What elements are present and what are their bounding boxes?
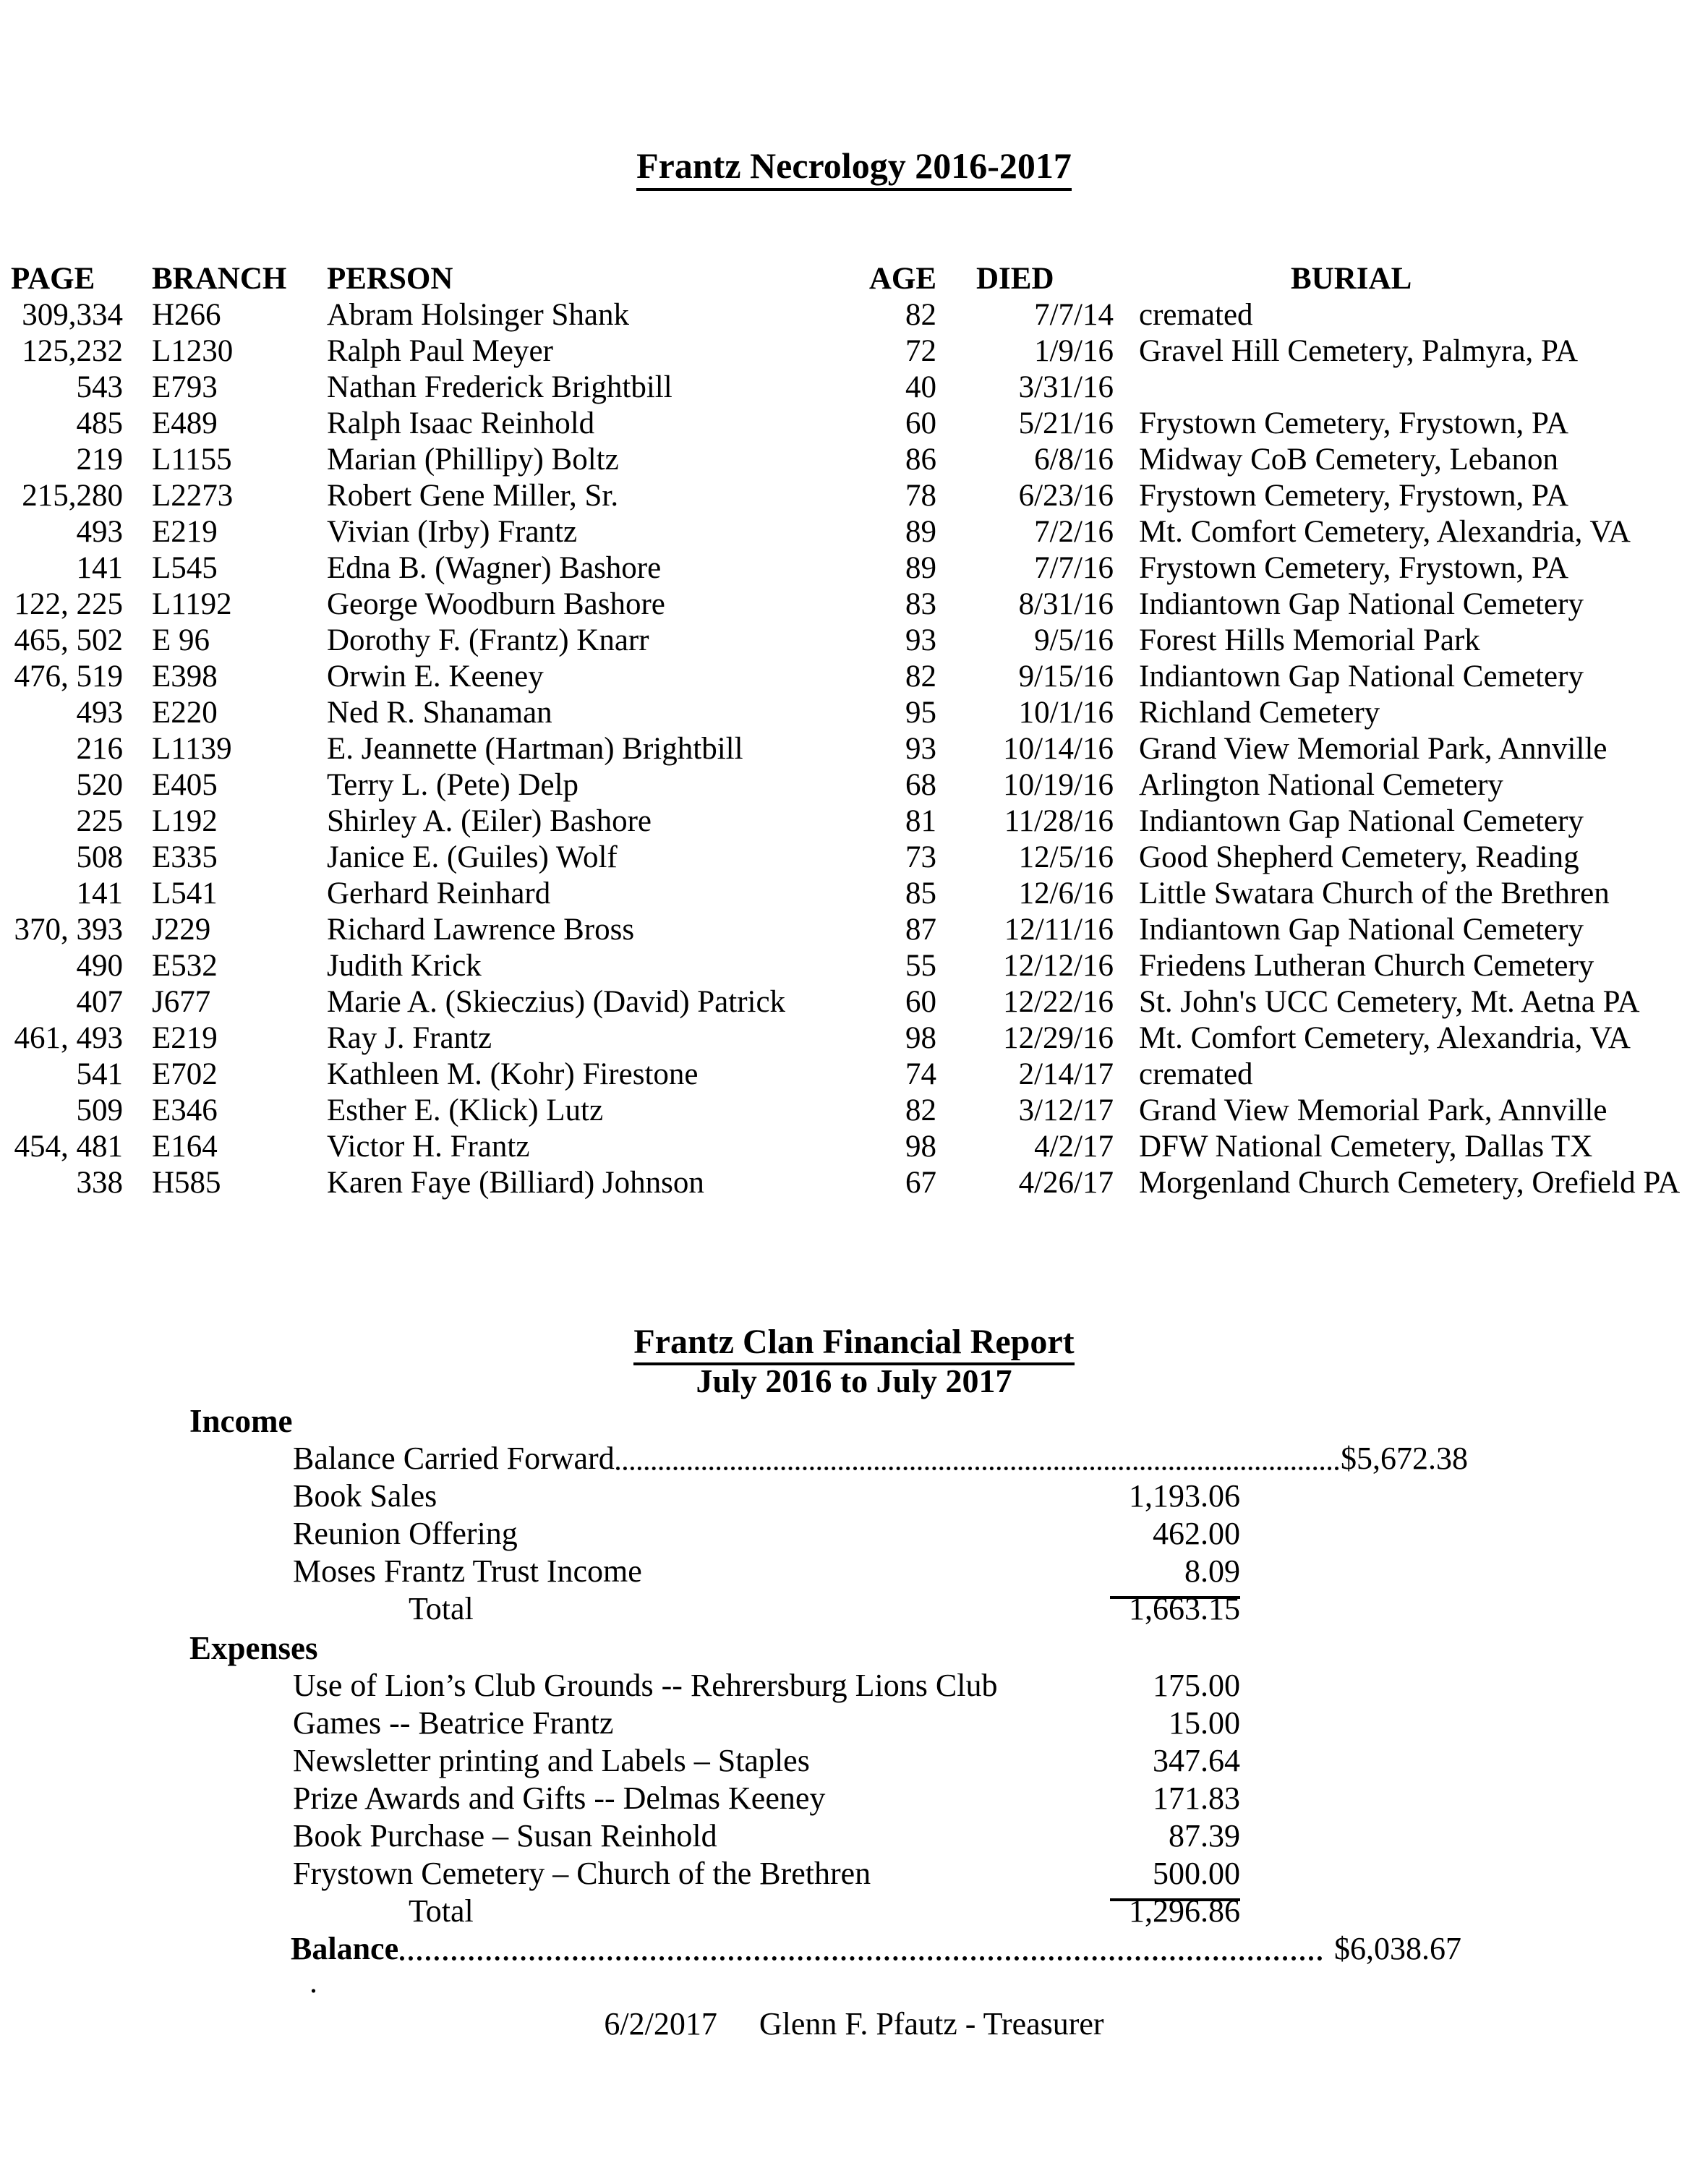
cell-branch: E405 bbox=[152, 768, 218, 802]
cell-person: Ray J. Frantz bbox=[327, 1021, 492, 1055]
cell-branch: E335 bbox=[152, 840, 218, 874]
finance-line-item bbox=[293, 1667, 1708, 1705]
cell-burial: Good Shepherd Cemetery, Reading bbox=[1139, 840, 1579, 874]
expenses-total-line bbox=[293, 1893, 1708, 1930]
cell-age: 95 bbox=[905, 696, 936, 730]
cell-person: Abram Holsinger Shank bbox=[327, 298, 629, 332]
cell-page: 216 bbox=[76, 732, 123, 766]
finance-item-label: Moses Frantz Trust Income bbox=[293, 1553, 642, 1589]
cell-branch: E532 bbox=[152, 949, 218, 983]
cell-branch: L545 bbox=[152, 551, 218, 585]
cell-page: 338 bbox=[76, 1166, 123, 1200]
cell-burial: DFW National Cemetery, Dallas TX bbox=[1139, 1130, 1593, 1164]
cell-branch: H585 bbox=[152, 1166, 221, 1200]
cell-age: 60 bbox=[905, 406, 936, 440]
cell-died: 11/28/16 bbox=[1004, 804, 1114, 838]
cell-page: 141 bbox=[76, 876, 123, 910]
cell-burial: Morgenland Church Cemetery, Orefield PA bbox=[1139, 1166, 1681, 1200]
finance-item-amount: 171.83 bbox=[1153, 1780, 1240, 1816]
cell-branch: L1230 bbox=[152, 334, 234, 368]
cell-burial: Midway CoB Cemetery, Lebanon bbox=[1139, 443, 1558, 477]
financial-report-title bbox=[0, 1323, 1708, 1362]
necrology-table bbox=[11, 261, 1697, 1201]
cell-age: 86 bbox=[905, 443, 936, 477]
cell-person: Shirley A. (Eiler) Bashore bbox=[327, 804, 652, 838]
cell-died: 3/12/17 bbox=[1018, 1093, 1114, 1127]
cell-died: 4/26/17 bbox=[1018, 1166, 1114, 1200]
cell-died: 5/21/16 bbox=[1018, 406, 1114, 440]
cell-died: 6/23/16 bbox=[1018, 479, 1114, 513]
cell-died: 10/1/16 bbox=[1018, 696, 1114, 730]
table-row bbox=[11, 1093, 1697, 1129]
column-header-burial: BURIAL bbox=[1291, 262, 1412, 296]
cell-burial: Indiantown Gap National Cemetery bbox=[1139, 804, 1584, 838]
finance-item-label: Book Sales bbox=[293, 1478, 437, 1514]
table-row bbox=[11, 478, 1697, 514]
cell-age: 89 bbox=[905, 515, 936, 549]
report-footer bbox=[0, 2005, 1708, 2043]
column-header-branch: BRANCH bbox=[152, 262, 287, 296]
finance-item-amount: 500.00 bbox=[1110, 1855, 1240, 1901]
balance-amount: $6,038.67 bbox=[1334, 1931, 1461, 1966]
cell-branch: L1155 bbox=[152, 443, 232, 477]
cell-age: 93 bbox=[905, 732, 936, 766]
cell-died: 2/14/17 bbox=[1018, 1057, 1114, 1091]
cell-person: Edna B. (Wagner) Bashore bbox=[327, 551, 662, 585]
cell-page: 490 bbox=[76, 949, 123, 983]
income-total-label: Total bbox=[409, 1591, 474, 1626]
stray-period: . bbox=[309, 1964, 317, 2000]
cell-branch: H266 bbox=[152, 298, 221, 332]
column-header-died: DIED bbox=[976, 262, 1054, 296]
table-row bbox=[11, 406, 1697, 442]
necrology-rows bbox=[11, 297, 1697, 1201]
cell-branch: E164 bbox=[152, 1130, 218, 1164]
cell-burial: Friedens Lutheran Church Cemetery bbox=[1139, 949, 1594, 983]
cell-page: 141 bbox=[76, 551, 123, 585]
cell-person: Kathleen M. (Kohr) Firestone bbox=[327, 1057, 699, 1091]
cell-page: 219 bbox=[76, 443, 123, 477]
balance-label: Balance bbox=[291, 1931, 399, 1966]
finance-item-label: Newsletter printing and Labels – Staples bbox=[293, 1743, 810, 1778]
cell-branch: E220 bbox=[152, 696, 218, 730]
cell-age: 73 bbox=[905, 840, 936, 874]
cell-branch: L192 bbox=[152, 804, 218, 838]
cell-burial: Richland Cemetery bbox=[1139, 696, 1380, 730]
finance-item-amount: 175.00 bbox=[1153, 1668, 1240, 1703]
cell-branch: L2273 bbox=[152, 479, 234, 513]
cell-person: Orwin E. Keeney bbox=[327, 660, 544, 694]
cell-died: 6/8/16 bbox=[1034, 443, 1114, 477]
table-row bbox=[11, 623, 1697, 659]
cell-burial: Little Swatara Church of the Brethren bbox=[1139, 876, 1610, 910]
finance-line-item bbox=[293, 1515, 1708, 1553]
table-row bbox=[11, 333, 1697, 370]
cell-burial: Mt. Comfort Cemetery, Alexandria, VA bbox=[1139, 515, 1631, 549]
table-row bbox=[11, 1020, 1697, 1057]
expenses-total-label: Total bbox=[409, 1893, 474, 1929]
finance-line-item bbox=[293, 1780, 1708, 1817]
cell-page: 454, 481 bbox=[14, 1130, 123, 1164]
cell-branch: E 96 bbox=[152, 623, 210, 657]
table-row bbox=[11, 370, 1697, 406]
finance-item-label: Book Purchase – Susan Reinhold bbox=[293, 1818, 717, 1854]
cell-page: 370, 393 bbox=[14, 913, 123, 947]
cell-branch: L1192 bbox=[152, 587, 232, 621]
income-section-label: Income bbox=[189, 1403, 293, 1439]
cell-age: 89 bbox=[905, 551, 936, 585]
cell-person: Dorothy F. (Frantz) Knarr bbox=[327, 623, 649, 657]
finance-line-item bbox=[293, 1477, 1708, 1515]
income-items bbox=[0, 1477, 1708, 1590]
table-row bbox=[11, 767, 1697, 803]
cell-branch: E346 bbox=[152, 1093, 218, 1127]
cell-person: Ned R. Shanaman bbox=[327, 696, 552, 730]
balance-carried-forward-line bbox=[293, 1440, 1468, 1477]
cell-burial bbox=[1114, 370, 1697, 406]
cell-person: Terry L. (Pete) Delp bbox=[327, 768, 579, 802]
cell-page: 465, 502 bbox=[14, 623, 123, 657]
table-row bbox=[11, 912, 1697, 948]
cell-age: 72 bbox=[905, 334, 936, 368]
finance-line-item bbox=[293, 1855, 1708, 1893]
income-total-line bbox=[293, 1590, 1708, 1628]
cell-burial: Grand View Memorial Park, Annville bbox=[1139, 1093, 1607, 1127]
cell-branch: J677 bbox=[152, 985, 211, 1019]
cell-person: Vivian (Irby) Frantz bbox=[327, 515, 578, 549]
cell-page: 493 bbox=[76, 696, 123, 730]
cell-page: 541 bbox=[76, 1057, 123, 1091]
cell-age: 78 bbox=[905, 479, 936, 513]
expense-items bbox=[0, 1667, 1708, 1893]
cell-person: Ralph Paul Meyer bbox=[327, 334, 553, 368]
cell-age: 82 bbox=[905, 660, 936, 694]
column-header-age: AGE bbox=[868, 262, 936, 296]
cell-page: 476, 519 bbox=[14, 660, 123, 694]
cell-page: 309,334 bbox=[22, 298, 123, 332]
expenses-section-label: Expenses bbox=[189, 1630, 318, 1666]
cell-burial: Frystown Cemetery, Frystown, PA bbox=[1139, 406, 1569, 440]
cell-burial: Indiantown Gap National Cemetery bbox=[1139, 660, 1584, 694]
finance-item-amount: 87.39 bbox=[1169, 1818, 1240, 1854]
cell-person: Marian (Phillipy) Boltz bbox=[327, 443, 619, 477]
cell-branch: E702 bbox=[152, 1057, 218, 1091]
income-total-amount: 1,663.15 bbox=[1129, 1591, 1240, 1626]
cell-burial: Mt. Comfort Cemetery, Alexandria, VA bbox=[1139, 1021, 1631, 1055]
finance-item-amount: 8.09 bbox=[1110, 1553, 1240, 1599]
dot-leader bbox=[400, 1956, 1323, 1961]
cell-person: Ralph Isaac Reinhold bbox=[327, 406, 595, 440]
cell-died: 7/2/16 bbox=[1034, 515, 1114, 549]
cell-died: 1/9/16 bbox=[1034, 334, 1114, 368]
cell-page: 508 bbox=[76, 840, 123, 874]
cell-died: 10/19/16 bbox=[1003, 768, 1114, 802]
cell-person: Robert Gene Miller, Sr. bbox=[327, 479, 619, 513]
document-page bbox=[0, 145, 1708, 2184]
table-row bbox=[11, 803, 1697, 840]
cell-page: 509 bbox=[76, 1093, 123, 1127]
cell-person: George Woodburn Bashore bbox=[327, 587, 665, 621]
table-row bbox=[11, 1057, 1697, 1093]
cell-burial: Grand View Memorial Park, Annville bbox=[1139, 732, 1607, 766]
cell-page: 407 bbox=[76, 985, 123, 1019]
cell-burial: St. John's UCC Cemetery, Mt. Aetna PA bbox=[1139, 985, 1640, 1019]
cell-age: 98 bbox=[905, 1021, 936, 1055]
cell-died: 7/7/14 bbox=[1034, 298, 1114, 332]
column-header-page: PAGE bbox=[11, 262, 95, 296]
cell-died: 7/7/16 bbox=[1034, 551, 1114, 585]
cell-person: Janice E. (Guiles) Wolf bbox=[327, 840, 618, 874]
cell-age: 60 bbox=[905, 985, 936, 1019]
table-row bbox=[11, 659, 1697, 695]
cell-died: 8/31/16 bbox=[1018, 587, 1114, 621]
financial-report-subtitle: July 2016 to July 2017 bbox=[696, 1362, 1012, 1399]
cell-age: 40 bbox=[905, 370, 936, 404]
table-row bbox=[11, 442, 1697, 478]
report-date: 6/2/2017 bbox=[604, 2006, 717, 2042]
cell-died: 12/5/16 bbox=[1018, 840, 1114, 874]
finance-line-item bbox=[293, 1742, 1708, 1780]
cell-person: Victor H. Frantz bbox=[327, 1130, 530, 1164]
expenses-total-amount: 1,296.86 bbox=[1129, 1893, 1240, 1929]
cell-page: 485 bbox=[76, 406, 123, 440]
finance-item-label: Games -- Beatrice Frantz bbox=[293, 1705, 614, 1741]
cell-person: Marie A. (Skieczius) (David) Patrick bbox=[327, 985, 786, 1019]
table-row bbox=[11, 948, 1697, 984]
cell-died: 3/31/16 bbox=[1018, 370, 1114, 404]
cell-age: 98 bbox=[905, 1130, 936, 1164]
finance-item-amount: 462.00 bbox=[1153, 1516, 1240, 1551]
cell-page: 125,232 bbox=[22, 334, 123, 368]
treasurer-signature: Glenn F. Pfautz - Treasurer bbox=[759, 2006, 1104, 2042]
cell-branch: E793 bbox=[152, 370, 218, 404]
cell-died: 12/6/16 bbox=[1018, 876, 1114, 910]
cell-burial: Arlington National Cemetery bbox=[1139, 768, 1503, 802]
cell-page: 493 bbox=[76, 515, 123, 549]
balance-carried-forward-label: Balance Carried Forward bbox=[293, 1441, 615, 1476]
necrology-title-text: Frantz Necrology 2016-2017 bbox=[636, 145, 1072, 191]
necrology-header-row bbox=[11, 261, 1697, 297]
column-header-person: PERSON bbox=[327, 262, 453, 296]
cell-age: 68 bbox=[905, 768, 936, 802]
cell-page: 122, 225 bbox=[14, 587, 123, 621]
cell-branch: L541 bbox=[152, 876, 218, 910]
cell-branch: E219 bbox=[152, 1021, 218, 1055]
balance-carried-forward-amount: $5,672.38 bbox=[1341, 1441, 1468, 1476]
table-row bbox=[11, 1129, 1697, 1165]
finance-line-item bbox=[293, 1817, 1708, 1855]
cell-died: 9/15/16 bbox=[1018, 660, 1114, 694]
cell-person: Judith Krick bbox=[327, 949, 482, 983]
finance-item-label: Reunion Offering bbox=[293, 1516, 518, 1551]
finance-item-amount: 15.00 bbox=[1169, 1705, 1240, 1741]
cell-branch: L1139 bbox=[152, 732, 232, 766]
table-row bbox=[11, 984, 1697, 1020]
finance-item-amount: 1,193.06 bbox=[1129, 1478, 1240, 1514]
cell-age: 87 bbox=[905, 913, 936, 947]
cell-branch: E398 bbox=[152, 660, 218, 694]
cell-burial: Indiantown Gap National Cemetery bbox=[1139, 913, 1584, 947]
cell-burial: cremated bbox=[1139, 298, 1253, 332]
cell-age: 55 bbox=[905, 949, 936, 983]
cell-burial: Frystown Cemetery, Frystown, PA bbox=[1139, 479, 1569, 513]
cell-age: 81 bbox=[905, 804, 936, 838]
table-row bbox=[11, 731, 1697, 767]
cell-person: E. Jeannette (Hartman) Brightbill bbox=[327, 732, 743, 766]
cell-page: 215,280 bbox=[22, 479, 123, 513]
finance-line-item bbox=[293, 1705, 1708, 1742]
cell-burial: Indiantown Gap National Cemetery bbox=[1139, 587, 1584, 621]
cell-died: 4/2/17 bbox=[1034, 1130, 1114, 1164]
finance-line-item bbox=[293, 1553, 1708, 1590]
cell-page: 520 bbox=[76, 768, 123, 802]
cell-age: 67 bbox=[905, 1166, 936, 1200]
cell-age: 82 bbox=[905, 1093, 936, 1127]
cell-page: 543 bbox=[76, 370, 123, 404]
cell-burial: Gravel Hill Cemetery, Palmyra, PA bbox=[1139, 334, 1579, 368]
finance-item-label: Use of Lion’s Club Grounds -- Rehrersburg Lions Club bbox=[293, 1668, 998, 1703]
cell-branch: E219 bbox=[152, 515, 218, 549]
cell-page: 461, 493 bbox=[14, 1021, 123, 1055]
dot-leader bbox=[616, 1467, 1339, 1470]
table-row bbox=[11, 586, 1697, 623]
cell-age: 85 bbox=[905, 876, 936, 910]
table-row bbox=[11, 840, 1697, 876]
financial-report-title-text: Frantz Clan Financial Report bbox=[633, 1323, 1074, 1365]
necrology-title bbox=[0, 145, 1708, 187]
cell-died: 9/5/16 bbox=[1034, 623, 1114, 657]
cell-died: 10/14/16 bbox=[1003, 732, 1114, 766]
cell-page: 225 bbox=[76, 804, 123, 838]
cell-branch: E489 bbox=[152, 406, 218, 440]
cell-person: Esther E. (Klick) Lutz bbox=[327, 1093, 604, 1127]
finance-item-label: Frystown Cemetery – Church of the Brethren bbox=[293, 1856, 871, 1891]
cell-died: 12/22/16 bbox=[1003, 985, 1114, 1019]
cell-died: 12/12/16 bbox=[1003, 949, 1114, 983]
table-row bbox=[11, 297, 1697, 333]
cell-person: Gerhard Reinhard bbox=[327, 876, 551, 910]
finance-item-label: Prize Awards and Gifts -- Delmas Keeney bbox=[293, 1780, 826, 1816]
balance-line bbox=[291, 1930, 1461, 1968]
table-row bbox=[11, 1165, 1697, 1201]
cell-age: 93 bbox=[905, 623, 936, 657]
finance-item-amount: 347.64 bbox=[1153, 1743, 1240, 1778]
cell-branch: J229 bbox=[152, 913, 211, 947]
cell-person: Richard Lawrence Bross bbox=[327, 913, 635, 947]
table-row bbox=[11, 695, 1697, 731]
table-row bbox=[11, 550, 1697, 586]
cell-age: 82 bbox=[905, 298, 936, 332]
cell-age: 83 bbox=[905, 587, 936, 621]
table-row bbox=[11, 876, 1697, 912]
cell-burial: Frystown Cemetery, Frystown, PA bbox=[1139, 551, 1569, 585]
cell-age: 74 bbox=[905, 1057, 936, 1091]
cell-burial: Forest Hills Memorial Park bbox=[1139, 623, 1480, 657]
cell-died: 12/11/16 bbox=[1004, 913, 1114, 947]
cell-person: Nathan Frederick Brightbill bbox=[327, 370, 672, 404]
cell-person: Karen Faye (Billiard) Johnson bbox=[327, 1166, 704, 1200]
cell-burial: cremated bbox=[1139, 1057, 1253, 1091]
table-row bbox=[11, 514, 1697, 550]
cell-died: 12/29/16 bbox=[1003, 1021, 1114, 1055]
